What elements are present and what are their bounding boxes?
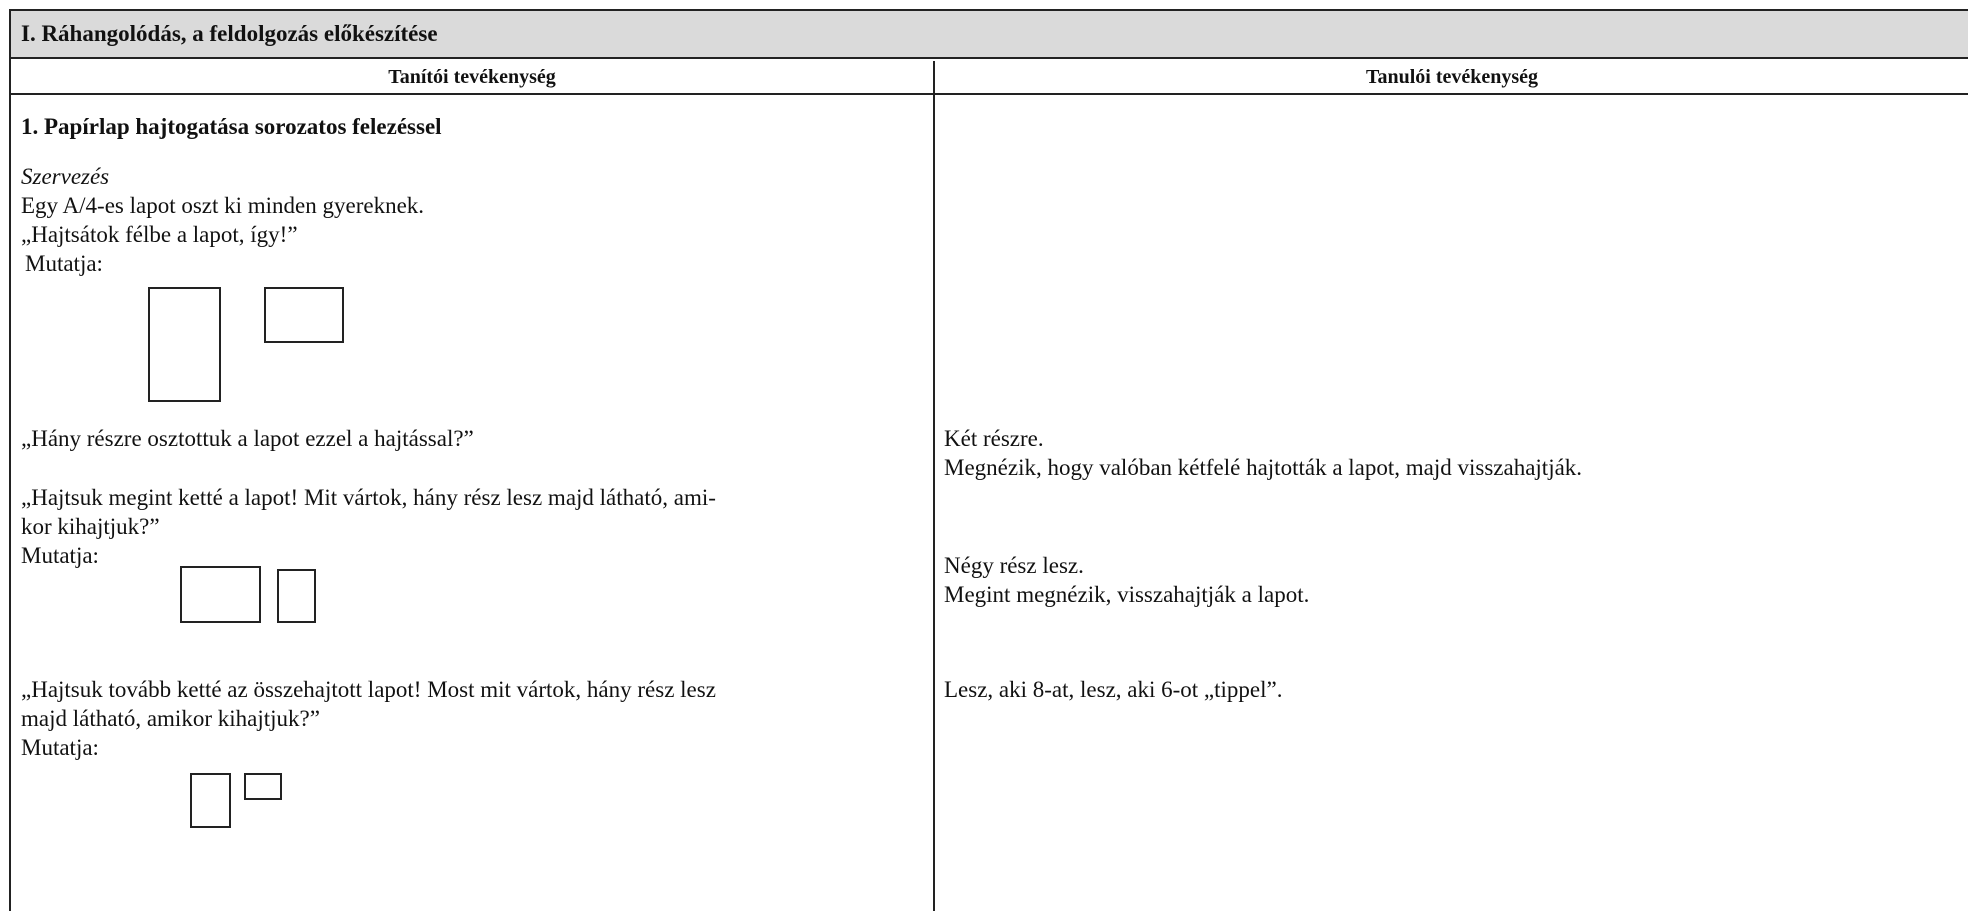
shows-label: Mutatja: bbox=[21, 735, 99, 760]
column-divider bbox=[933, 61, 935, 911]
landscape-sheet-diagram bbox=[180, 566, 261, 623]
portrait-sheet-diagram bbox=[148, 287, 221, 402]
portrait-sheet-diagram bbox=[277, 569, 316, 623]
student-activity: Megint megnézik, visszahajtják a lapot. bbox=[944, 582, 1310, 607]
shows-label: Mutatja: bbox=[25, 251, 103, 276]
activity-heading: 1. Papírlap hajtogatása sorozatos felezéssel bbox=[21, 114, 442, 139]
section-title: I. Ráhangolódás, a feldolgozás előkészítése bbox=[11, 11, 1968, 59]
teacher-question-continued: majd látható, amikor kihajtjuk?” bbox=[21, 706, 320, 731]
teacher-question: „Hajtsuk tovább ketté az összehajtott lapot! Most mit vártok, hány rész lesz bbox=[21, 677, 716, 702]
landscape-sheet-diagram bbox=[264, 287, 344, 343]
organize-label: Szervezés bbox=[21, 164, 110, 189]
teacher-text-line: Egy A/4-es lapot oszt ki minden gyereknek. bbox=[21, 193, 425, 218]
student-answer: Két részre. bbox=[944, 426, 1044, 451]
student-answer: Lesz, aki 8-at, lesz, aki 6-ot „tippel”. bbox=[944, 677, 1283, 702]
student-answer: Négy rész lesz. bbox=[944, 553, 1084, 578]
teacher-column-header: Tanítói tevékenység bbox=[11, 61, 933, 95]
teacher-question: „Hajtsuk megint ketté a lapot! Mit vártok, hány rész lesz majd látható, ami- bbox=[21, 485, 716, 510]
lesson-table bbox=[9, 9, 1968, 911]
landscape-sheet-diagram bbox=[244, 773, 282, 800]
student-column-header: Tanulói tevékenység bbox=[935, 61, 1968, 95]
student-activity: Megnézik, hogy valóban kétfelé hajtották a lapot, majd visszahajtják. bbox=[944, 455, 1583, 480]
teacher-question: „Hány részre osztottuk a lapot ezzel a hajtással?” bbox=[21, 426, 474, 451]
teacher-quote: „Hajtsátok félbe a lapot, így!” bbox=[21, 222, 298, 247]
teacher-question-continued: kor kihajtjuk?” bbox=[21, 514, 160, 539]
shows-label: Mutatja: bbox=[21, 543, 99, 568]
portrait-sheet-diagram bbox=[190, 773, 231, 828]
